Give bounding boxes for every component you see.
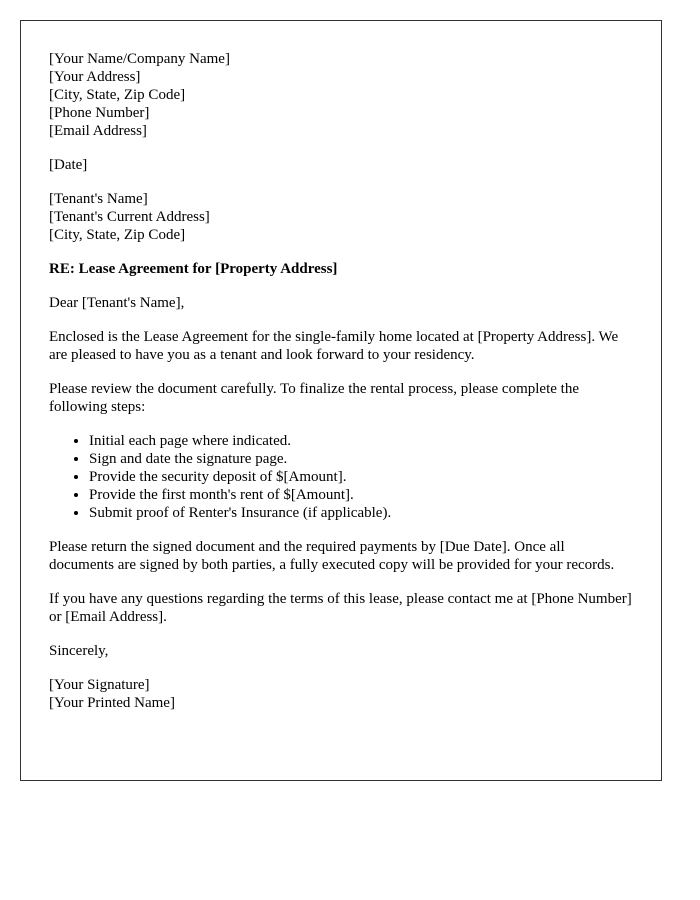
list-item: • Initial each page where indicated.	[89, 432, 633, 450]
list-item: • Provide the first month's rent of $[Amount].	[89, 486, 633, 504]
list-item: • Submit proof of Renter's Insurance (if applicable).	[89, 504, 633, 522]
sender-address: [Your Address]	[49, 69, 141, 85]
recipient-block	[49, 190, 633, 244]
signature-block	[49, 676, 633, 712]
steps-list	[49, 432, 633, 522]
subject-line: RE: Lease Agreement for [Property Address]	[49, 261, 338, 277]
salutation: Dear [Tenant's Name],	[49, 295, 185, 311]
sender-email: [Email Address]	[49, 123, 147, 139]
sender-block	[49, 50, 633, 140]
closing: Sincerely,	[49, 643, 109, 659]
recipient-city-state-zip: [City, State, Zip Code]	[49, 227, 186, 243]
recipient-name: [Tenant's Name]	[49, 191, 148, 207]
recipient-address: [Tenant's Current Address]	[49, 209, 210, 225]
sender-city-state-zip: [City, State, Zip Code]	[49, 87, 186, 103]
review-paragraph: Please review the document carefully. To finalize the rental process, please complete the following steps:	[49, 381, 579, 415]
questions-paragraph: If you have any questions regarding the terms of this lease, please contact me at [Phone Number] or [Email Address].	[49, 591, 632, 625]
printed-name: [Your Printed Name]	[49, 695, 175, 711]
list-item: • Provide the security deposit of $[Amount].	[89, 468, 633, 486]
date-block	[49, 156, 633, 174]
letter-document	[20, 20, 662, 781]
list-item: • Sign and date the signature page.	[89, 450, 633, 468]
sender-phone: [Phone Number]	[49, 105, 150, 121]
intro-paragraph: Enclosed is the Lease Agreement for the single-family home located at [Property Address]. We are pleased to have you as a tenant and look forward to your residency.	[49, 329, 619, 363]
signature-line: [Your Signature]	[49, 677, 150, 693]
letter-date: [Date]	[49, 157, 88, 173]
return-paragraph: Please return the signed document and the required payments by [Due Date]. Once all documents are signed by both parties, a fully executed copy will be provided for your records.	[49, 539, 615, 573]
sender-name: [Your Name/Company Name]	[49, 51, 230, 67]
